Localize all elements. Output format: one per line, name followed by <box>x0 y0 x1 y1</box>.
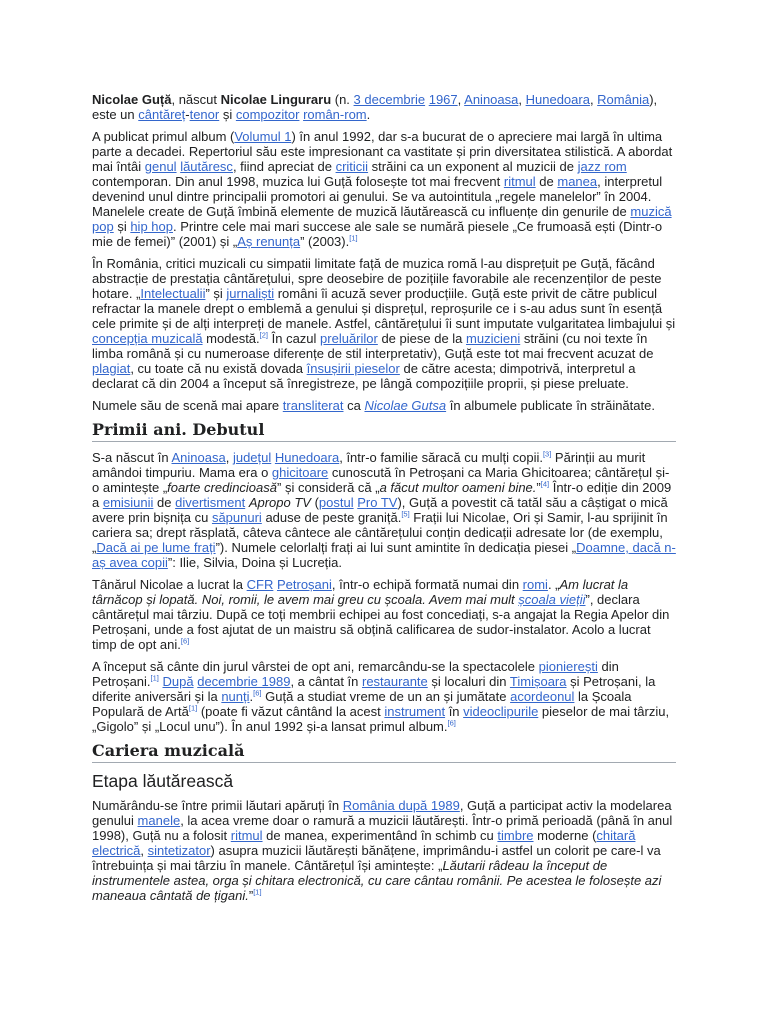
text-run: ”: Ilie, Silvia, Doina și Lucreția. <box>167 555 343 570</box>
text-run: . „ <box>547 577 560 592</box>
text-run: Părinții au murit amândoi timpuriu. Mama era o <box>92 450 646 480</box>
wiki-link[interactable]: jurnaliști <box>226 286 275 301</box>
text-run: moderne ( <box>533 828 597 843</box>
text-run: , la acea vreme doar o ramură a muzicii lăutărești. Într-o primă perioadă (până în anul 1998), Guță nu a folosit <box>92 813 673 843</box>
primii-ani-paragraph-1 <box>92 450 676 570</box>
primii-ani-paragraph-2 <box>92 577 676 652</box>
wiki-link[interactable]: Hunedoara <box>274 450 340 465</box>
text-run: , <box>140 843 148 858</box>
text-run: de <box>535 174 558 189</box>
text-run: , <box>589 92 598 107</box>
text-run: de către acesta; dimpotrivă, interpretul a declarat că din 2004 a început să înregistreze, pe lângă compozițiile proprii, și piese preluate. <box>92 361 636 391</box>
wiki-link[interactable]: România <box>597 92 650 107</box>
intro-paragraph-2 <box>92 129 676 249</box>
reference-sup <box>541 480 549 489</box>
reference-sup <box>401 510 409 519</box>
text-run: (poate fi văzut cântând la acest <box>197 704 385 719</box>
text-run: ca <box>343 398 365 413</box>
text-run: , <box>225 450 233 465</box>
wiki-link[interactable]: Hunedoara <box>525 92 590 107</box>
text-run: de piese de la <box>377 331 467 346</box>
wiki-link[interactable]: județul <box>232 450 272 465</box>
text-run: ( <box>310 495 319 510</box>
text-run: , într-o echipă formată numai din <box>331 577 523 592</box>
text-run: Tânărul Nicolae a lucrat la <box>92 577 247 592</box>
wiki-link[interactable]: școala vieții <box>518 592 586 607</box>
text-run: Numele său de scenă mai apare <box>92 398 283 413</box>
text-run: . <box>366 107 371 122</box>
text-run: A publicat primul album ( <box>92 129 235 144</box>
wiki-link[interactable]: compozitor <box>235 107 300 122</box>
wiki-link[interactable]: postul <box>318 495 354 510</box>
wiki-link[interactable]: român-rom <box>303 107 367 122</box>
reference-sup <box>349 234 357 243</box>
reference-sup <box>448 719 456 728</box>
wiki-link[interactable]: Intelectualii <box>140 286 206 301</box>
wiki-link[interactable]: plagiat <box>92 361 131 376</box>
wiki-link[interactable]: timbre <box>497 828 534 843</box>
text-run: , cu toate că nu există dovada <box>130 361 307 376</box>
text-run: . <box>249 689 254 704</box>
wiki-link[interactable]: chitară electrică <box>92 828 636 858</box>
text-run: Guță a studiat vreme de un an și jumătate <box>261 689 511 704</box>
wiki-link[interactable]: pionierești <box>538 659 598 674</box>
reference-link[interactable]: [1] <box>188 703 198 713</box>
text-run: străini ca un exponent al muzicii de <box>368 159 578 174</box>
wiki-link[interactable]: 1967 <box>428 92 458 107</box>
reference-link[interactable]: [6] <box>180 636 190 646</box>
text-run: , într-o familie săracă cu mulți copii. <box>339 450 543 465</box>
wiki-link[interactable]: restaurante <box>362 674 428 689</box>
wiki-link[interactable]: emisiunii <box>102 495 154 510</box>
reference-link[interactable]: [4] <box>540 479 550 489</box>
text-run: , Guță a participat activ la modelarea genului <box>92 798 672 828</box>
reference-sup <box>253 689 261 698</box>
wiki-link[interactable]: 3 decembrie <box>353 92 426 107</box>
reference-sup <box>253 888 261 897</box>
wiki-link[interactable]: muzicieni <box>466 331 521 346</box>
intro-paragraph-1 <box>92 92 676 122</box>
wiki-link[interactable]: România după 1989 <box>342 798 460 813</box>
text-run: aduse de peste graniță. <box>261 510 402 525</box>
wiki-link[interactable]: concepția muzicală <box>92 331 203 346</box>
wiki-link[interactable]: Timișoara <box>509 674 567 689</box>
text-run: străini (cu noi texte în limba română și cu numeroase diferențe de stil interpretativ), Guță este tot mai frecvent acuzat de <box>92 331 654 361</box>
wiki-link[interactable]: CFR <box>246 577 274 592</box>
italic-text: Apropo TV <box>248 495 311 510</box>
italic-text: a făcut multor oameni bine. <box>379 480 537 495</box>
text-run: A început să cânte din jurul vârstei de opt ani, remarcându-se la spectacolele <box>92 659 539 674</box>
reference-sup <box>260 331 268 340</box>
wiki-link[interactable]: Aș renunța <box>237 234 301 249</box>
text-run: pieselor de mai târziu, „Gigolo” și „Locul unu”). În anul 1992 și-a lansat primul album. <box>92 704 670 734</box>
text-run: Numărându-se între primii lăutari apăruți în <box>92 798 343 813</box>
text-run: , <box>457 92 465 107</box>
text-run: ” <box>248 888 254 903</box>
etapa-lautareasca-paragraph-1 <box>92 798 676 903</box>
wiki-link[interactable]: nunți <box>221 689 250 704</box>
section-primii-ani <box>92 420 676 734</box>
text-run: cunoscută în Petroșani ca Maria Ghicitoarea; cântărețul și-o amintește „ <box>92 465 670 495</box>
wiki-link[interactable]: Dacă ai pe lume frați <box>96 540 216 555</box>
reference-sup <box>181 637 189 646</box>
text-run: Într-o ediție din 2009 a <box>92 480 672 510</box>
wiki-link[interactable]: jazz rom <box>577 159 627 174</box>
wiki-link[interactable]: romi <box>522 577 548 592</box>
reference-sup <box>189 704 197 713</box>
wiki-link[interactable]: divertisment <box>175 495 246 510</box>
wiki-link[interactable]: genul <box>144 159 177 174</box>
text-run: (n. <box>331 92 354 107</box>
text-run: În cazul <box>268 331 321 346</box>
wiki-link[interactable]: însușirii pieselor <box>306 361 400 376</box>
wiki-link[interactable]: videoclipurile <box>463 704 539 719</box>
text-run: , fiind apreciat de <box>232 159 336 174</box>
wiki-link[interactable]: cântăreț <box>138 107 186 122</box>
wiki-link[interactable]: Pro TV <box>357 495 398 510</box>
reference-sup <box>151 674 159 683</box>
text-run: ” și consideră că „ <box>277 480 380 495</box>
reference-link[interactable]: [1] <box>150 673 159 683</box>
text-run: S-a născut în <box>92 450 172 465</box>
subsection-heading-etapa-lautareasca: Etapa lăutărească <box>92 771 234 791</box>
wiki-link[interactable]: Petroșani <box>276 577 332 592</box>
wiki-link[interactable]: preluărilor <box>320 331 378 346</box>
wiki-link[interactable]: transliterat <box>282 398 344 413</box>
reference-link[interactable]: [2] <box>259 330 268 340</box>
wiki-link[interactable]: După <box>162 674 194 689</box>
wiki-link[interactable]: tenor <box>189 107 220 122</box>
reference-link[interactable]: [6] <box>447 718 456 728</box>
reference-link[interactable]: [3] <box>542 449 552 459</box>
text-run: în albumele publicate în străinătate. <box>446 398 655 413</box>
text-run: , <box>518 92 526 107</box>
text-run: , născut <box>171 92 221 107</box>
text-run: și localuri din <box>427 674 510 689</box>
reference-link[interactable]: [6] <box>253 688 262 698</box>
wiki-link[interactable]: instrument <box>384 704 446 719</box>
text-run: ” <box>536 480 541 495</box>
italic-text: Am lucrat la târnăcop și lopată. Noi, romii, le avem mai greu cu școala. Avem mai mult <box>92 577 629 607</box>
wiki-link[interactable]: criticii <box>335 159 369 174</box>
text-run: și <box>113 219 131 234</box>
bold-text: Nicolae Guță <box>92 92 172 107</box>
intro-paragraph-4 <box>92 398 676 413</box>
text-run: de <box>153 495 176 510</box>
article-content <box>92 92 676 910</box>
text-run: români îi acuză sever producțiile. Guță este privit de către publicul refractar la manele drept o emblemă a genului și disprețul, reproșurile ce i s-au adus sunt în esență cele primite și de alți interpreți de manele. Astfel, cântărețului îi sunt imputate vulgaritatea limbajului și <box>92 286 676 331</box>
italic-text: foarte credincioasă <box>167 480 277 495</box>
wiki-link[interactable]: acordeonul <box>510 689 575 704</box>
wiki-link[interactable]: ritmul <box>230 828 263 843</box>
wiki-link[interactable]: Volumul 1 <box>234 129 292 144</box>
text-run: ” și <box>205 286 227 301</box>
text-run: ) în anul 1992, dar s-a bucurat de o apreciere mai largă în ultima parte a decadei. Repertoriul său este impresionant ca vastitate și prin diversitatea stilistică. A abordat mai întâi <box>92 129 673 174</box>
wiki-link[interactable]: Aninoasa <box>464 92 519 107</box>
text-run: Frații lui Nicolae, Ori și Samir, l-au sprijinit în cariera sa; drept răsplată, câteva cântece ale cântărețului conțin dedicații adresate lor (de exemplu, „ <box>92 510 668 555</box>
reference-link[interactable]: [1] <box>253 887 262 897</box>
text-run: - <box>185 107 190 122</box>
text-run: în <box>445 704 464 719</box>
reference-link[interactable]: [1] <box>349 233 358 243</box>
text-run: ), este un <box>92 92 658 122</box>
wiki-link[interactable]: manele <box>137 813 181 828</box>
reference-link[interactable]: [5] <box>401 509 410 519</box>
text-run: În România, critici muzicali cu simpatii limitate față de muzica romă l-au disprețuit pe Guță, făcând abstracție de prestația cântărețului, spre deosebire de pozițiile favorabile ale recenzenților de peste hotare. „ <box>92 256 662 301</box>
wiki-link[interactable]: Nicolae Gutsa <box>364 398 447 413</box>
text-run: ”, declara cântărețul mai târziu. După ce toți membrii echipei au fost concediați, s-a angajat la Regia Apelor din Petroșani, unde a fost ajutat de un maistru să obțină calificarea de sudor-instalator. Acolo a lucrat timp de opt ani. <box>92 592 670 652</box>
text-run: ) asupra muzicii lăutărești bănățene, imprimându-i astfel un colorit pe care-l va întrebuința și mai târziu în manele. Cântărețul își amintește: „ <box>92 843 661 873</box>
text-run: . Printre cele mai mari succese ale sale se numără piesele „Ce frumoasă ești (Dintr-o mie de femei)” (2001) și „ <box>92 219 663 249</box>
section-heading-primii-ani: Primii ani. Debutul <box>92 420 676 442</box>
section-heading-cariera-muzicala: Cariera muzicală <box>92 741 676 763</box>
text-run: și <box>219 107 236 122</box>
text-run: , interpretul devenind unul dintre principalii promotori ai genului. Se va autointitula „regele manelelor” în 2004. Manelele create de Guță îmbină elemente de muzică lăutărească cu influențe din genurile de <box>92 174 663 219</box>
italic-text: Lăutarii râdeau la început de instrumentele astea, orga și chitara electronică, cu care cântau românii. Pe acestea le folosește azi maneaua cântată de țigani. <box>92 858 662 903</box>
wiki-link[interactable]: Aninoasa <box>171 450 226 465</box>
wiki-link[interactable]: ritmul <box>503 174 536 189</box>
wiki-link[interactable]: ghicitoare <box>271 465 329 480</box>
text-run: la Școala Populară de Artă <box>92 689 632 719</box>
primii-ani-paragraph-3 <box>92 659 676 734</box>
text-run: de manea, experimentând în schimb cu <box>262 828 498 843</box>
bold-text: Nicolae Linguraru <box>220 92 332 107</box>
wiki-link[interactable]: sintetizator <box>147 843 211 858</box>
section-cariera-muzicala <box>92 741 676 903</box>
text-run: ), Guță a povestit că tatăl său a câștigat o mică avere prin bișnița cu <box>92 495 668 525</box>
text-run: contemporan. Din anul 1998, muzica lui Guță folosește tot mai frecvent <box>92 174 504 189</box>
wiki-link[interactable]: Doamne, dacă n-aș avea copii <box>92 540 676 570</box>
wiki-link[interactable]: hip hop <box>130 219 173 234</box>
wiki-link[interactable]: decembrie 1989 <box>197 674 291 689</box>
wiki-link[interactable]: lăutăresc <box>180 159 233 174</box>
text-run: și Petroșani, la diferite aniversări și la <box>92 674 656 704</box>
text-run: ” (2003). <box>300 234 350 249</box>
text-run: , a cântat în <box>290 674 362 689</box>
wiki-link[interactable]: muzică pop <box>92 204 672 234</box>
wiki-link[interactable]: săpunuri <box>211 510 262 525</box>
wiki-link[interactable]: manea <box>557 174 598 189</box>
text-run: modestă. <box>202 331 260 346</box>
intro-paragraph-3 <box>92 256 676 391</box>
text-run: ”). Numele celorlalți frați ai lui sunt amintite în dedicația piesei „ <box>215 540 577 555</box>
text-run: din Petroșani. <box>92 659 619 689</box>
